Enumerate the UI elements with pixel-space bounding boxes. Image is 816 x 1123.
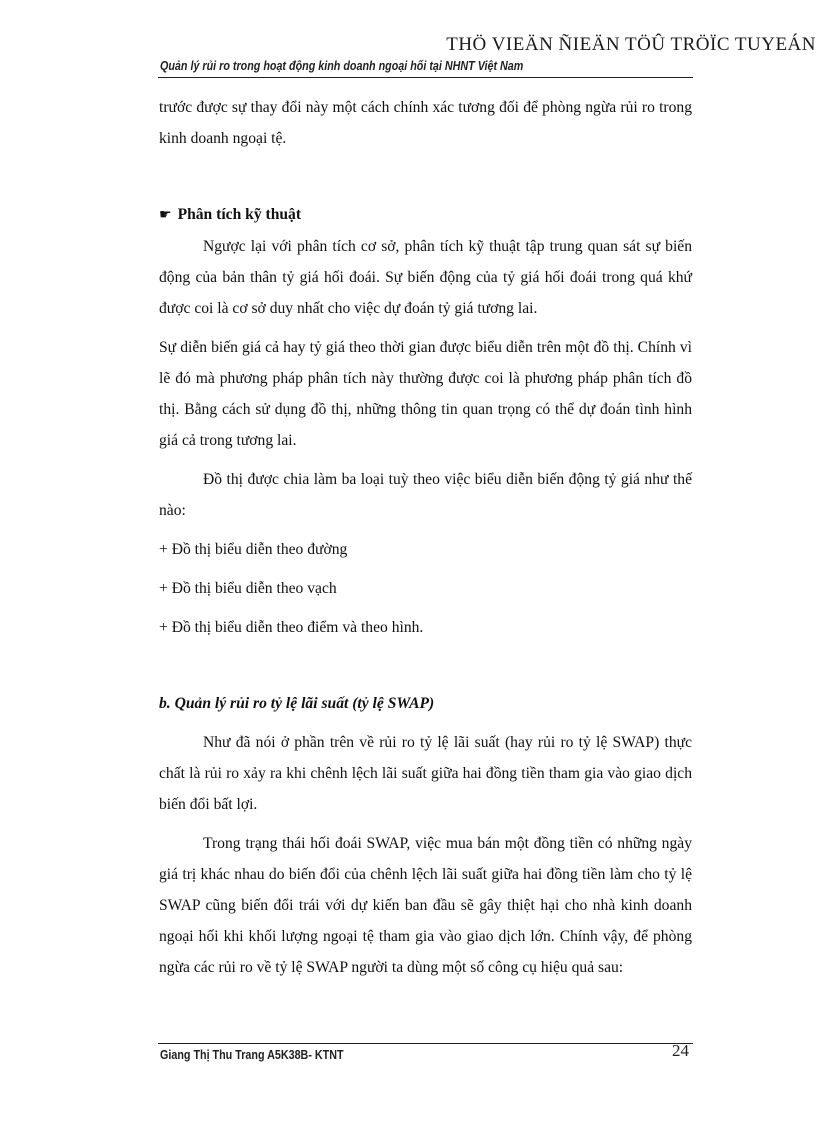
section-heading-technical-analysis <box>159 199 692 231</box>
list-item: + Đồ thị biểu diễn theo đường <box>159 541 348 558</box>
page-number: 24 <box>672 1041 689 1060</box>
footer-author: Giang Thị Thu Trang A5K38B- KTNT <box>160 1048 344 1062</box>
watermark-text: THÖ VIEÄN ÑIEÄN TÖÛ TRÖÏC TUYEÁN <box>446 34 816 55</box>
paragraph: trước được sự thay đổi này một cách chính xác tương đối để phòng ngừa rủi ro trong kinh doanh ngoại tệ. <box>159 99 692 147</box>
header-divider <box>158 77 693 78</box>
section-heading-label: Phân tích kỹ thuật <box>177 206 302 223</box>
page-header-title: Quản lý rủi ro trong hoạt động kinh doanh ngoại hối tại NHNT Việt Nam <box>160 59 524 73</box>
document-body <box>159 92 692 983</box>
paragraph: Đồ thị được chia làm ba loại tuỳ theo việc biểu diễn biến động tỷ giá như thế nào: <box>159 471 692 519</box>
section-heading-interest-rate-risk: b. Quản lý rủi ro tỷ lệ lãi suất (tỷ lệ SWAP) <box>159 695 435 712</box>
paragraph: Trong trạng thái hối đoái SWAP, việc mua bán một đồng tiền có những ngày giá trị khác nhau do biến đổi của chênh lệch lãi suất giữa hai đồng tiền làm cho tỷ lệ SWAP cũng biến đổi trái với dự kiến ban đầu sẽ gây thiệt hại cho nhà kinh doanh ngoại hối khi khối lượng ngoại tệ tham gia vào giao dịch lớn. Chính vậy, để phòng ngừa các rủi ro về tỷ lệ SWAP người ta dùng một số công cụ hiệu quả sau: <box>159 835 692 976</box>
footer-divider <box>158 1043 693 1044</box>
list-item: + Đồ thị biểu diễn theo điểm và theo hình. <box>159 619 424 636</box>
paragraph: Ngược lại với phân tích cơ sở, phân tích kỹ thuật tập trung quan sát sự biến động của bản thân tỷ giá hối đoái. Sự biến động của tỷ giá hối đoái trong quá khứ được coi là cơ sở duy nhất cho việc dự đoán tỷ giá tương lai. <box>159 238 692 317</box>
list-item: + Đồ thị biểu diễn theo vạch <box>159 580 337 597</box>
pointing-hand-icon: ☛ <box>159 207 172 223</box>
paragraph: Như đã nói ở phần trên về rủi ro tỷ lệ lãi suất (hay rủi ro tỷ lệ SWAP) thực chất là rủi ro xảy ra khi chênh lệch lãi suất giữa hai đồng tiền tham gia vào giao dịch biến đổi bất lợi. <box>159 734 692 813</box>
paragraph: Sự diễn biến giá cả hay tỷ giá theo thời gian được biểu diễn trên một đồ thị. Chính vì lẽ đó mà phương pháp phân tích này thường được coi là phương pháp phân tích đồ thị. Bằng cách sử dụng đồ thị, những thông tin quan trọng có thể dự đoán tình hình giá cả trong tương lai. <box>159 339 692 449</box>
